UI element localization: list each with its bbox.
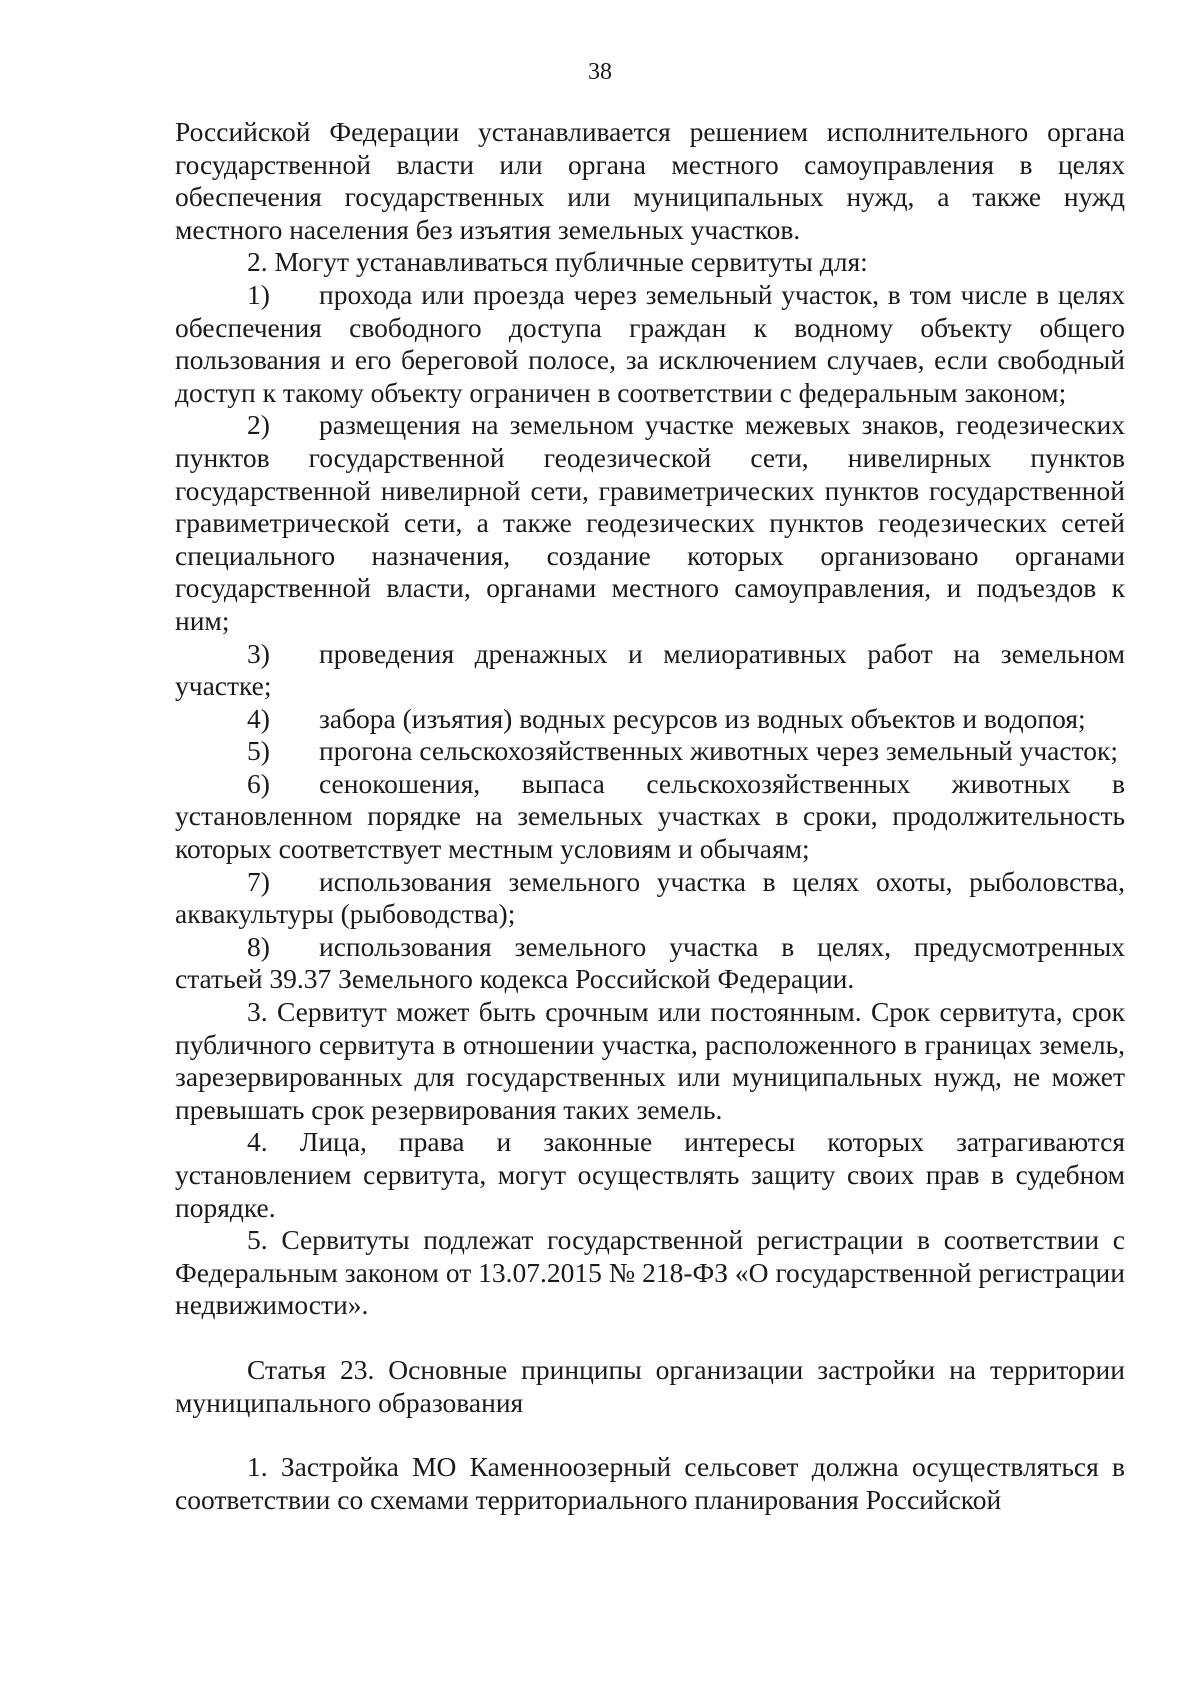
list-item-number: 1) [247,278,270,310]
list-item [175,638,1125,703]
list-item-number: 3) [247,637,270,669]
list-item-text: использования земельного участка в целях, предусмотренных статьей 39.37 Земельного кодекса Российской Федерации. [175,930,1125,995]
list-item-number: 4) [247,702,270,734]
paragraph-item-5: 5. Сервитуты подлежат государственной регистрации в соответствии с Федеральным законом от 13.07.2015 № 218-ФЗ «О государственной регистрации недвижимости». [175,1224,1125,1321]
paragraph-item-4: 4. Лица, права и законные интересы которых затрагиваются установлением сервитута, могут осуществлять защиту своих прав в судебном порядке. [175,1126,1125,1223]
paragraph-item-3: 3. Сервитут может быть срочным или постоянным. Срок сервитута, срок публичного сервитута в отношении участка, расположенного в границах земель, зарезервированных для государственных или муниципальных нужд, не может превышать срок резервирования таких земель. [175,996,1125,1125]
list-item [175,768,1125,866]
paragraph-continuation: Российской Федерации устанавливается решением исполнительного органа государственной власти или органа местного самоуправления в целях обеспечения государственных или муниципальных нужд, а также нужд местного населения без изъятия земельных участков. [175,116,1125,245]
list-item-text: забора (изъятия) водных ресурсов из водных объектов и водопоя; [319,702,1086,734]
list-item [175,279,1125,409]
list-item [175,931,1125,996]
list-item [175,703,1125,736]
paragraph-article-item-1: 1. Застройка МО Каменноозерный сельсовет должна осуществляться в соответствии со схемами территориального планирования Российской [175,1451,1125,1515]
list-item-number: 6) [247,767,270,799]
list-item-number: 2) [247,409,270,441]
list-item [175,866,1125,931]
list-item-text: сенокошения, выпаса сельскохозяйственных животных в установленном порядке на земельных участках в сроки, продолжительность которых соответствует местным условиям и обычаям; [175,767,1125,865]
list-item-text: размещения на земельном участке межевых знаков, геодезических пунктов государственной геодезической сети, нивелирных пунктов государственной нивелирной сети, гравиметрических пунктов государственной гравиметрической сети, а также геодезических пунктов геодезических сетей специального назначения, создание которых организовано органами государственной власти, органами местного самоуправления, и подъездов к ним; [175,409,1125,636]
list-item-text: прогона сельскохозяйственных животных через земельный участок; [319,735,1119,767]
list-item-number: 8) [247,930,270,962]
list-item-text: использования земельного участка в целях охоты, рыболовства, аквакультуры (рыбоводства); [175,865,1125,930]
article-heading: Статья 23. Основные принципы организации застройки на территории муниципального образования [175,1353,1125,1418]
list-item [175,409,1125,637]
paragraph-item-2-intro: 2. Могут устанавливаться публичные сервитуты для: [247,246,868,278]
list-item-number: 7) [247,865,270,897]
list-item-text: прохода или проезда через земельный участок, в том числе в целях обеспечения свободного доступа граждан к водному объекту общего пользования и его береговой полосе, за исключением случаев, если свободный доступ к такому объекту ограничен в соответствии с федеральным законом; [175,278,1125,408]
document-body [175,116,1125,1516]
list-item-number: 5) [247,735,270,767]
page-number: 38 [588,59,612,85]
list-item [175,735,1125,768]
list-item-text: проведения дренажных и мелиоративных работ на земельном участке; [175,637,1125,702]
